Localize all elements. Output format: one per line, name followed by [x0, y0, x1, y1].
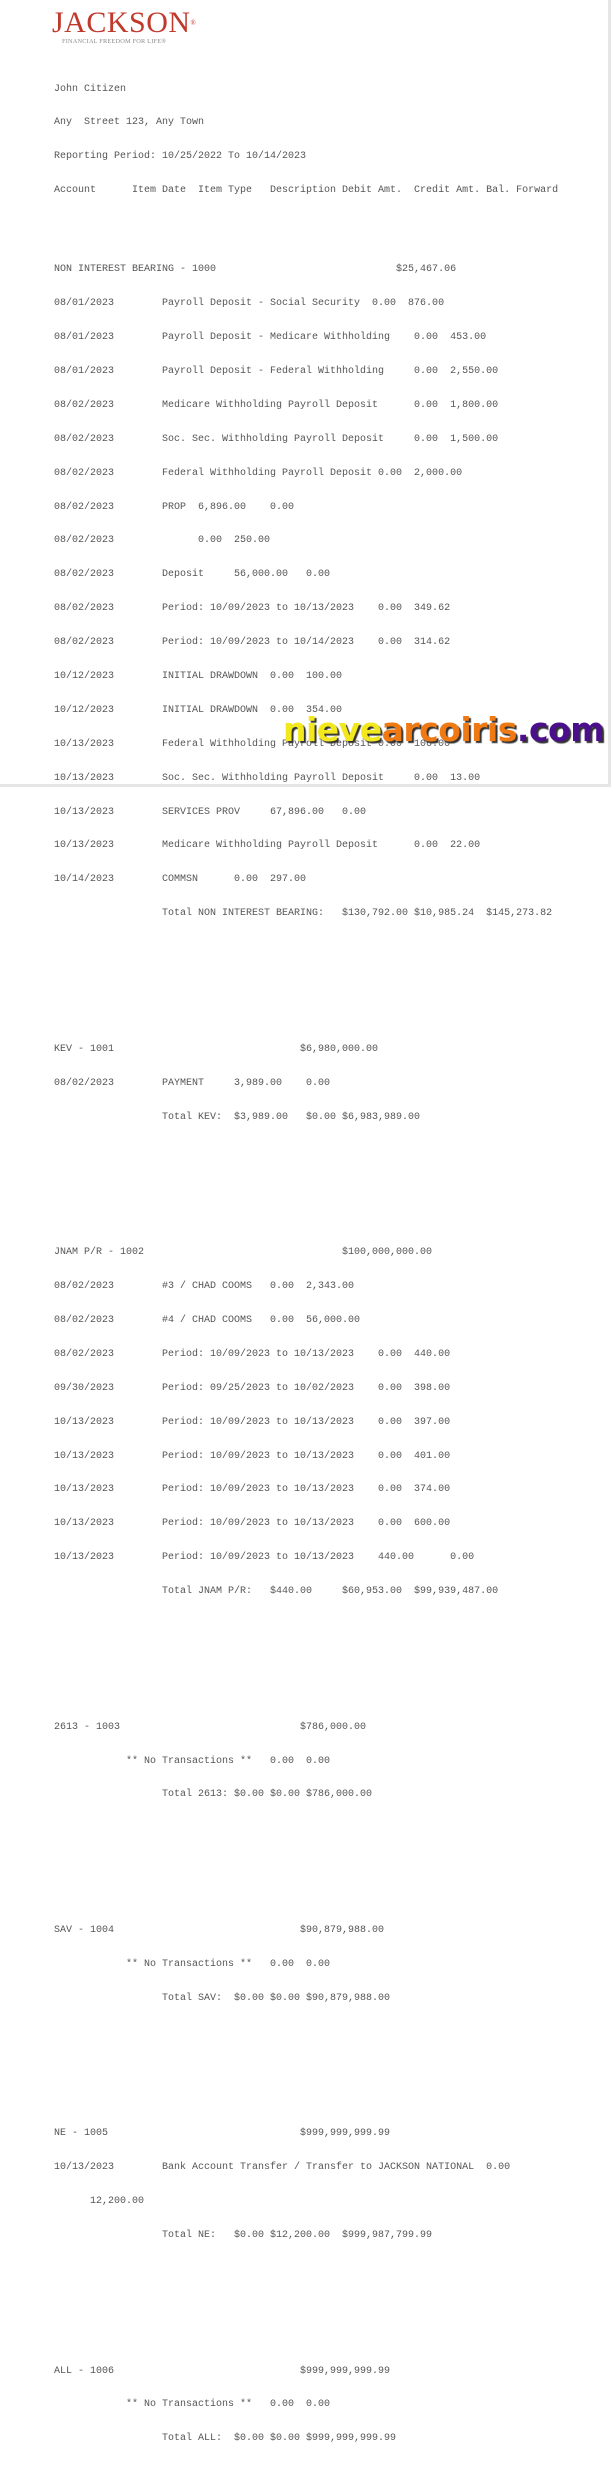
logo-wordmark-text: JACKSON: [52, 6, 191, 39]
transaction-row: 10/13/2023 Medicare Withholding Payroll Deposit 0.00 22.00: [54, 840, 481, 852]
section-total: Total NON INTEREST BEARING: $130,792.00 $10,985.24 $145,273.82: [54, 908, 553, 920]
transaction-row: 08/02/2023 Deposit 56,000.00 0.00: [54, 569, 331, 581]
transaction-row: 10/13/2023 Period: 10/09/2023 to 10/13/2023 0.00 397.00: [54, 1416, 451, 1428]
transaction-row: 10/14/2023 COMMSN 0.00 297.00: [54, 874, 307, 886]
account-section-1004: [54, 1902, 558, 2026]
logo-wordmark: [52, 8, 196, 38]
section-title: JNAM P/R - 1002 $100,000,000.00: [54, 1247, 433, 1259]
section-total: Total NE: $0.00 $12,200.00 $999,987,799.99: [54, 2230, 433, 2241]
reporting-period: Reporting Period: 10/25/2022 To 10/14/2023: [54, 151, 307, 163]
spacer: [54, 1846, 558, 1857]
section-title: SAV - 1004 $90,879,988.00: [54, 1924, 385, 1936]
watermark-part-arcoiris: arcoiris: [381, 710, 517, 749]
transaction-row: 10/13/2023 Period: 10/09/2023 to 10/13/2023 440.00 0.00: [54, 1552, 475, 1564]
section-total: Total 2613: $0.00 $0.00 $786,000.00: [54, 1789, 373, 1801]
transaction-row: 08/02/2023 #3 / CHAD COOMS 0.00 2,343.00: [54, 1281, 355, 1293]
account-section-1002: [54, 1225, 558, 1620]
transaction-row: 08/02/2023 Medicare Withholding Payroll Deposit 0.00 1,800.00: [54, 399, 499, 411]
spacer: [54, 2286, 558, 2297]
transaction-row: 08/02/2023 Period: 10/09/2023 to 10/14/2023 0.00 314.62: [54, 637, 451, 649]
transaction-row: 10/13/2023 Soc. Sec. Withholding Payroll Deposit 0.00 13.00: [54, 772, 481, 784]
section-title: 2613 - 1003 $786,000.00: [54, 1721, 367, 1733]
account-section-1000: [54, 242, 558, 942]
transaction-row: 08/02/2023 Federal Withholding Payroll Deposit 0.00 2,000.00: [54, 467, 463, 479]
transaction-row: 09/30/2023 Period: 09/25/2023 to 10/02/2023 0.00 398.00: [54, 1382, 451, 1394]
transaction-row: 10/13/2023 Period: 10/09/2023 to 10/13/2023 0.00 401.00: [54, 1450, 451, 1462]
section-title: KEV - 1001 $6,980,000.00: [54, 1043, 379, 1055]
transaction-row: 10/13/2023 Federal Withholding Payroll Deposit 0.00 106.00: [54, 738, 451, 750]
section-total: Total JNAM P/R: $440.00 $60,953.00 $99,939,487.00: [54, 1586, 499, 1598]
section-total: Total SAV: $0.00 $0.00 $90,879,988.00: [54, 1992, 391, 2004]
spacer: [54, 965, 558, 976]
spacer: [54, 2049, 558, 2060]
section-total: Total KEV: $3,989.00 $0.00 $6,983,989.00: [54, 1111, 421, 1123]
account-section-1001: [54, 1021, 558, 1145]
column-headers: Account Item Date Item Type Description Debit Amt. Credit Amt. Bal. Forward: [54, 185, 559, 197]
transaction-row: 08/02/2023 Period: 10/09/2023 to 10/13/2023 0.00 440.00: [54, 1348, 451, 1360]
transaction-row: ** No Transactions ** 0.00 0.00: [54, 2399, 331, 2411]
section-title: NE - 1005 $999,999,999.99: [54, 2128, 391, 2140]
section-title: ALL - 1006 $999,999,999.99: [54, 2365, 391, 2377]
section-total: Total ALL: $0.00 $0.00 $999,999,999.99: [54, 2433, 397, 2445]
transaction-row: 10/13/2023 Bank Account Transfer / Transfer to JACKSON NATIONAL 0.00: [54, 2162, 511, 2174]
transaction-row-continued: 12,200.00: [54, 2196, 145, 2208]
transaction-row: 08/02/2023 Period: 10/09/2023 to 10/13/2023 0.00 349.62: [54, 603, 451, 615]
transaction-row: 08/02/2023 Soc. Sec. Withholding Payroll Deposit 0.00 1,500.00: [54, 433, 499, 445]
transaction-row: 08/02/2023 0.00 250.00: [54, 535, 271, 547]
transaction-row: 08/02/2023 PAYMENT 3,989.00 0.00: [54, 1077, 331, 1089]
logo-tagline: FINANCIAL FREEDOM FOR LIFE®: [62, 38, 167, 45]
transaction-row: 08/01/2023 Payroll Deposit - Social Security 0.00 876.00: [54, 298, 445, 310]
transaction-row: 08/02/2023 PROP 6,896.00 0.00: [54, 501, 295, 513]
watermark-part-nieve: nieve: [283, 710, 382, 749]
transaction-row: 10/12/2023 INITIAL DRAWDOWN 0.00 100.00: [54, 671, 343, 683]
account-section-1003: [54, 1699, 558, 1823]
account-section-1005: [54, 2106, 558, 2264]
transaction-row: ** No Transactions ** 0.00 0.00: [54, 1755, 331, 1767]
transaction-row: 10/13/2023 SERVICES PROV 67,896.00 0.00: [54, 806, 367, 818]
transaction-row: 08/02/2023 #4 / CHAD COOMS 0.00 56,000.00: [54, 1314, 361, 1326]
transaction-row: 08/01/2023 Payroll Deposit - Medicare Withholding 0.00 453.00: [54, 332, 487, 344]
statement-body: [54, 61, 558, 2490]
spacer: [54, 1643, 558, 1654]
customer-name: John Citizen: [54, 83, 127, 95]
transaction-row: 08/01/2023 Payroll Deposit - Federal Withholding 0.00 2,550.00: [54, 366, 499, 378]
registered-mark: ®: [190, 19, 197, 27]
jackson-logo: [52, 6, 197, 50]
spacer: [54, 1168, 558, 1179]
watermark-part-com: .com: [516, 710, 605, 749]
transaction-row: 10/13/2023 Period: 10/09/2023 to 10/13/2023 0.00 600.00: [54, 1518, 451, 1530]
transaction-row: 10/12/2023 INITIAL DRAWDOWN 0.00 354.00: [54, 704, 343, 716]
watermark-logo: [283, 712, 604, 748]
account-section-1006: [54, 2343, 558, 2467]
transaction-row: 10/13/2023 Period: 10/09/2023 to 10/13/2023 0.00 374.00: [54, 1484, 451, 1496]
customer-address: Any Street 123, Any Town: [54, 117, 205, 129]
section-title: NON INTEREST BEARING - 1000 $25,467.06: [54, 264, 457, 276]
transaction-row: ** No Transactions ** 0.00 0.00: [54, 1958, 331, 1970]
